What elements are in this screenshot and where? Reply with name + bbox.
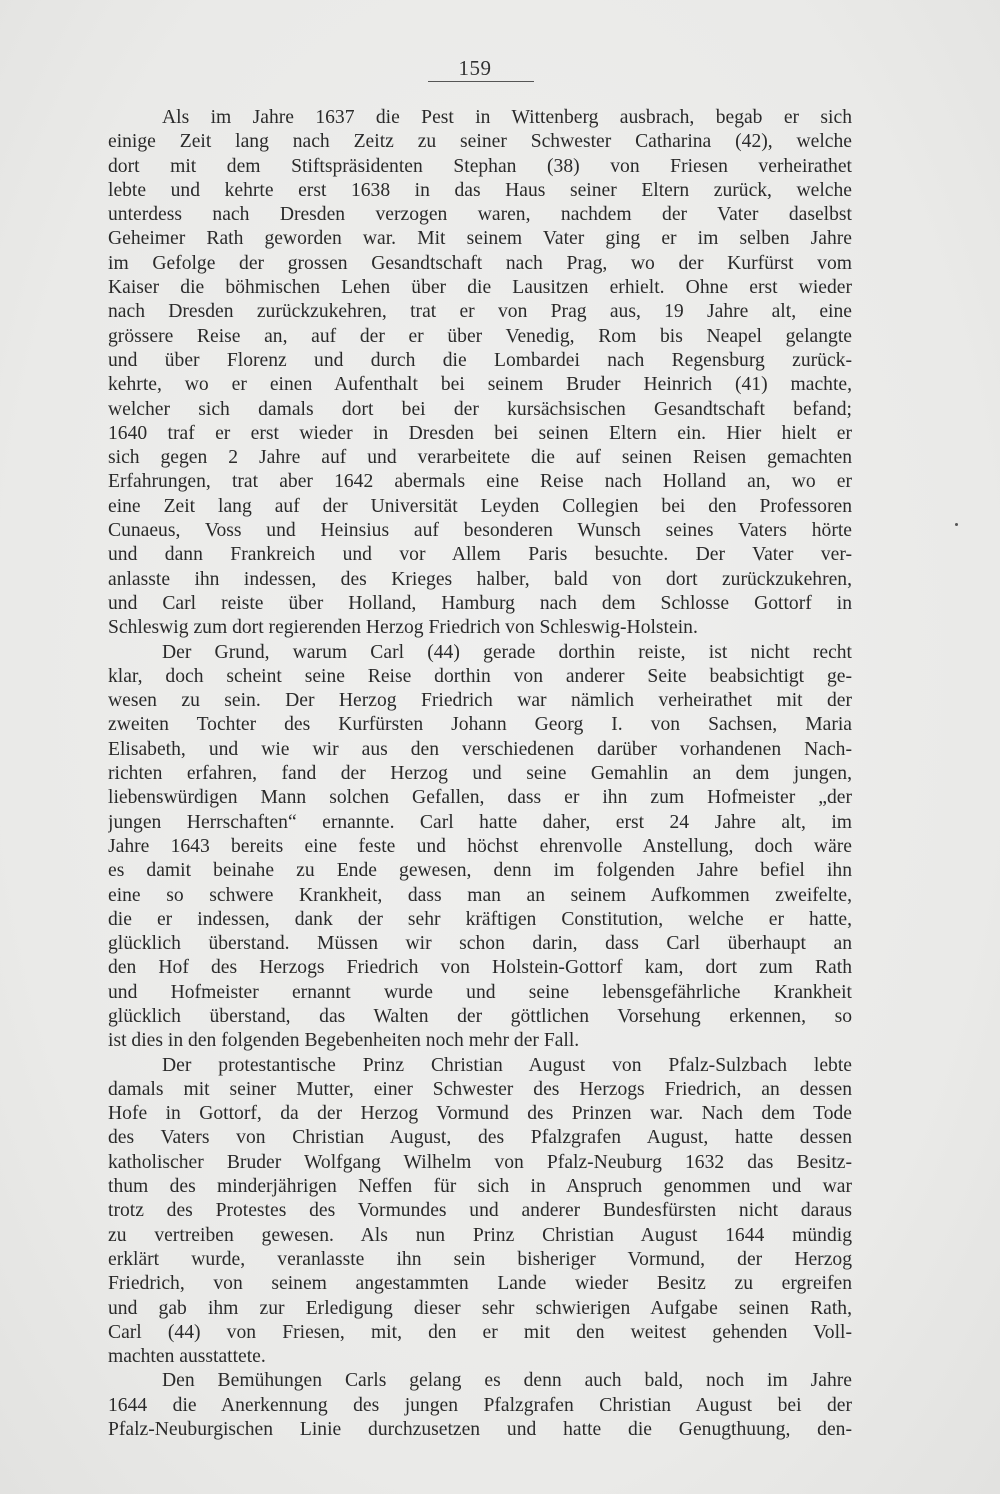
text-line: den Hof des Herzogs Friedrich von Holstein-Gottorf kam, dort zum Rath [108,957,852,979]
text-line: klar, doch scheint seine Reise dorthin von anderer Seite beabsichtigt ge- [108,665,852,687]
text-line: einige Zeit lang nach Zeitz zu seiner Schwester Catharina (42), welche [108,131,852,153]
text-line: Cunaeus, Voss und Heinsius auf besonderen Wunsch seines Vaters hörte [108,520,852,542]
text-line: im Gefolge der grossen Gesandtschaft nach Prag, wo der Kurfürst vom [108,252,852,274]
text-line: welcher sich damals dort bei der kursächsischen Gesandtschaft befand; [108,398,852,420]
print-speck [955,523,958,526]
text-line: Den Bemühungen Carls gelang es denn auch bald, noch im Jahre [162,1370,852,1392]
text-line: und über Florenz und durch die Lombardei nach Regensburg zurück- [108,349,852,371]
text-line: anlasste ihn indessen, des Krieges halber, bald von dort zurückzukehren, [108,568,852,590]
text-line: Der protestantische Prinz Christian August von Pfalz-Sulzbach lebte [162,1054,852,1076]
text-line: glücklich überstand. Müssen wir schon darin, dass Carl überhaupt an [108,933,852,955]
text-line: jungen Herrschaften“ ernannte. Carl hatte daher, erst 24 Jahre alt, im [108,811,852,833]
text-line: liebenswürdigen Mann solchen Gefallen, dass er ihn zum Hofmeister „der [108,787,852,809]
text-line: Elisabeth, und wie wir aus den verschiedenen darüber vorhandenen Nach- [108,738,852,760]
text-line: nach Dresden zurückzukehren, trat er von Prag aus, 19 Jahre alt, eine [108,301,852,323]
text-line: Carl (44) von Friesen, mit, den er mit den weitest gehenden Voll- [108,1321,852,1343]
text-line: Kaiser die böhmischen Lehen über die Lausitzen erhielt. Ohne erst wieder [108,277,852,299]
text-line: trotz des Protestes des Vormundes und anderer Bundesfürsten nicht daraus [108,1200,852,1222]
text-line: Als im Jahre 1637 die Pest in Wittenberg ausbrach, begab er sich [162,107,852,128]
text-line: Friedrich, von seinem angestammten Lande wieder Besitz zu ergreifen [108,1273,852,1295]
text-line: wesen zu sein. Der Herzog Friedrich war nämlich verheirathet mit der [108,690,852,712]
text-line: es damit beinahe zu Ende gewesen, denn im folgenden Jahre befiel ihn [108,860,852,882]
text-line: Hofe in Gottorf, da der Herzog Vormund des Prinzen war. Nach dem Tode [108,1103,852,1125]
text-line: zu vertreiben gewesen. Als nun Prinz Christian August 1644 mündig [108,1224,852,1246]
body-text [108,106,852,1442]
text-line: erklärt wurde, veranlasste ihn sein bisheriger Vormund, der Herzog [108,1248,852,1270]
text-line: und Carl reiste über Holland, Hamburg nach dem Schlosse Gottorf in [108,592,852,614]
text-line: Geheimer Rath geworden war. Mit seinem Vater ging er im selben Jahre [108,228,852,250]
text-line: und Hofmeister ernannt wurde und seine lebensgefährliche Krankheit [108,981,852,1003]
text-line: thum des minderjährigen Neffen für sich in Anspruch genommen und war [108,1176,852,1198]
text-line: katholischer Bruder Wolfgang Wilhelm von Pfalz-Neuburg 1632 das Besitz- [108,1151,852,1173]
text-line: ist dies in den folgenden Begebenheiten noch mehr der Fall. [108,1030,580,1052]
text-line: und gab ihm zur Erledigung dieser sehr schwierigen Aufgabe seinen Rath, [108,1297,852,1319]
page-number-rule [428,81,534,82]
text-line: Schleswig zum dort regierenden Herzog Friedrich von Schleswig-Holstein. [108,617,698,639]
text-line: Erfahrungen, trat aber 1642 abermals eine Reise nach Holland an, wo er [108,471,852,493]
text-line: Der Grund, warum Carl (44) gerade dorthin reiste, ist nicht recht [162,641,852,663]
text-line: eine Zeit lang auf der Universität Leyden Collegien bei den Professoren [108,495,852,517]
text-line: Jahre 1643 bereits eine feste und höchst ehrenvolle Anstellung, doch wäre [108,835,852,857]
text-line: und dann Frankreich und vor Allem Paris besuchte. Der Vater ver- [108,544,852,566]
text-line: zweiten Tochter des Kurfürsten Johann Georg I. von Sachsen, Maria [108,714,852,736]
text-line: des Vaters von Christian August, des Pfalzgrafen August, hatte dessen [108,1127,852,1149]
text-line: unterdess nach Dresden verzogen waren, nachdem der Vater daselbst [108,204,852,226]
page-number: 159 [458,56,492,80]
text-line: machten ausstattete. [108,1346,266,1368]
text-line: richten erfahren, fand der Herzog und seine Gemahlin an dem jungen, [108,763,852,785]
text-line: grössere Reise an, auf der er über Venedig, Rom bis Neapel gelangte [108,325,852,347]
text-line: kehrte, wo er einen Aufenthalt bei seinem Bruder Heinrich (41) machte, [108,374,852,396]
text-line: sich gegen 2 Jahre auf und verarbeitete die auf seinen Reisen gemachten [108,447,852,469]
text-line: dort mit dem Stiftspräsidenten Stephan (38) von Friesen verheirathet [108,155,852,177]
text-line: 1640 traf er erst wieder in Dresden bei seinen Eltern ein. Hier hielt er [108,422,852,444]
text-line: eine so schwere Krankheit, dass man an seinem Aufkommen zweifelte, [108,884,852,906]
text-line: Pfalz-Neuburgischen Linie durchzusetzen und hatte die Genugthuung, den- [108,1419,852,1441]
text-line: 1644 die Anerkennung des jungen Pfalzgrafen Christian August bei der [108,1394,852,1416]
text-line: lebte und kehrte erst 1638 in das Haus seiner Eltern zurück, welche [108,179,852,201]
text-line: damals mit seiner Mutter, einer Schwester des Herzogs Friedrich, an dessen [108,1078,852,1100]
text-line: die er indessen, dank der sehr kräftigen Constitution, welche er hatte, [108,908,852,930]
text-line: glücklich überstand, das Walten der göttlichen Vorsehung erkennen, so [108,1005,852,1027]
